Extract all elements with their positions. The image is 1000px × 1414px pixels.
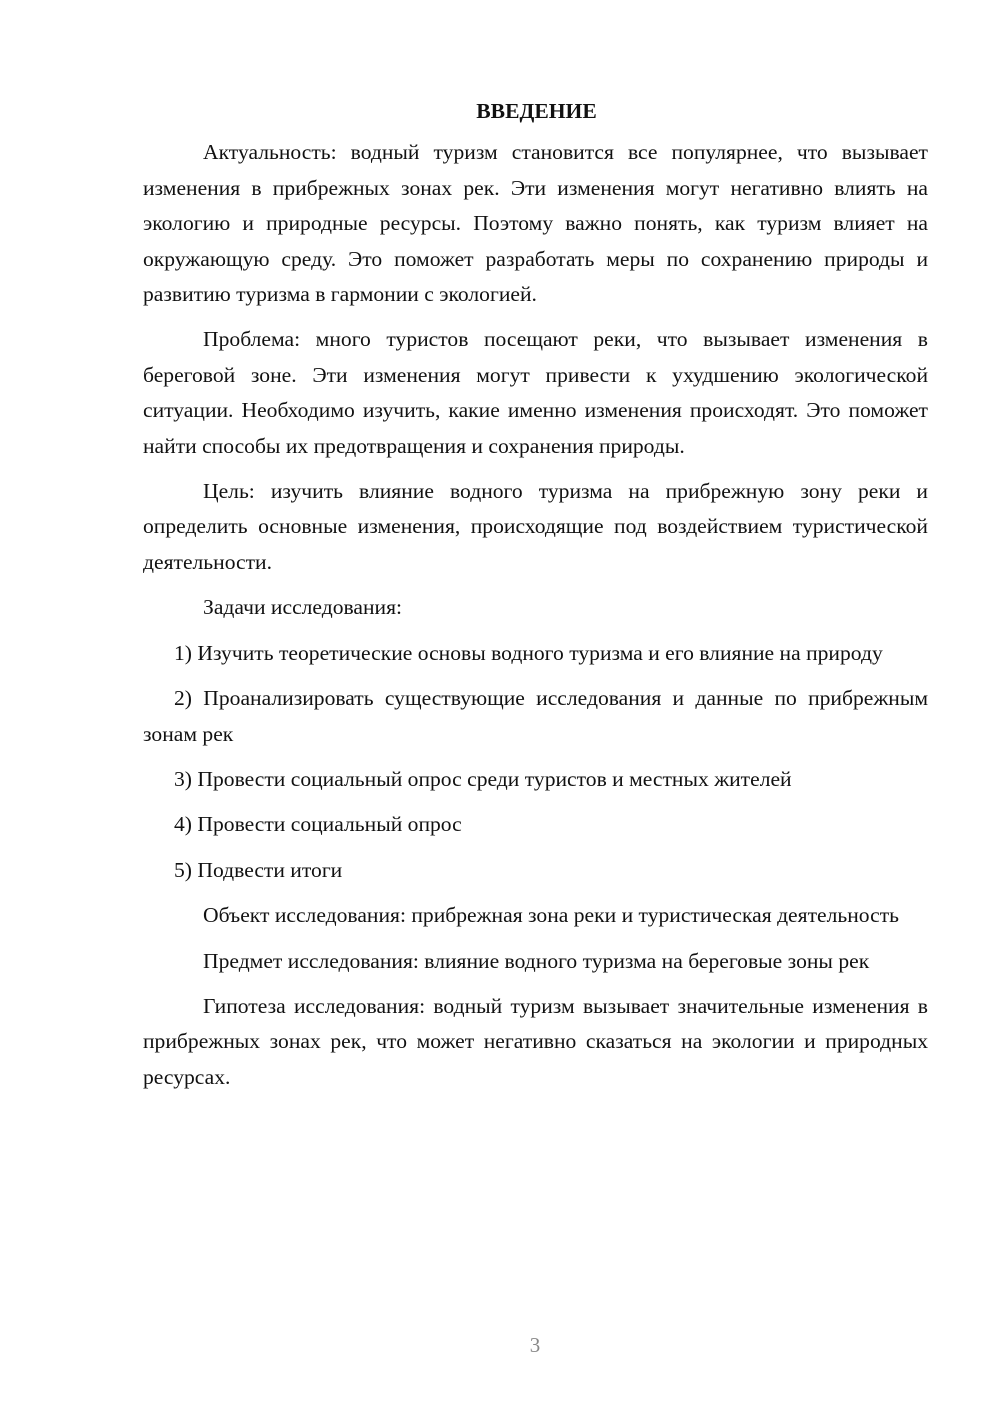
goal-paragraph: Цель: изучить влияние водного туризма на прибрежную зону реки и определить основные изменения, происходящие под воздействием туристической деятельности. [143, 479, 928, 574]
task-item-2: 2) Проанализировать существующие исследования и данные по прибрежным зонам рек [143, 686, 928, 746]
task-item-4: 4) Провести социальный опрос [174, 812, 462, 837]
page-number: 3 [529, 1333, 541, 1357]
object-paragraph: Объект исследования: прибрежная зона реки и туристическая деятельность [203, 903, 899, 928]
subject-paragraph: Предмет исследования: влияние водного туризма на береговые зоны рек [203, 948, 870, 973]
problem-paragraph: Проблема: много туристов посещают реки, что вызывает изменения в береговой зоне. Эти изменения могут привести к ухудшению экологической ситуации. Необходимо изучить, какие именно изменения происходят. Это поможет найти способы их предотвращения и сохранения природы. [143, 327, 928, 458]
actuality-paragraph: Актуальность: водный туризм становится все популярнее, что вызывает изменения в прибрежных зонах рек. Эти изменения могут негативно влиять на экологию и природные ресурсы. Поэтому важно понять, как туризм влияет на окружающую среду. Это поможет разработать меры по сохранению природы и развитию туризма в гармонии с экологией. [143, 140, 928, 307]
page-title: ВВЕДЕНИЕ [476, 99, 597, 123]
page-content [143, 94, 928, 1105]
tasks-heading: Задачи исследования: [203, 595, 403, 620]
task-item-1: 1) Изучить теоретические основы водного туризма и его влияние на природу [174, 640, 883, 665]
task-item-5: 5) Подвести итоги [174, 857, 343, 882]
task-item-3: 3) Провести социальный опрос среди туристов и местных жителей [174, 766, 792, 791]
hypothesis-paragraph: Гипотеза исследования: водный туризм вызывает значительные изменения в прибрежных зонах рек, что может негативно сказаться на экологии и природных ресурсах. [143, 993, 928, 1089]
